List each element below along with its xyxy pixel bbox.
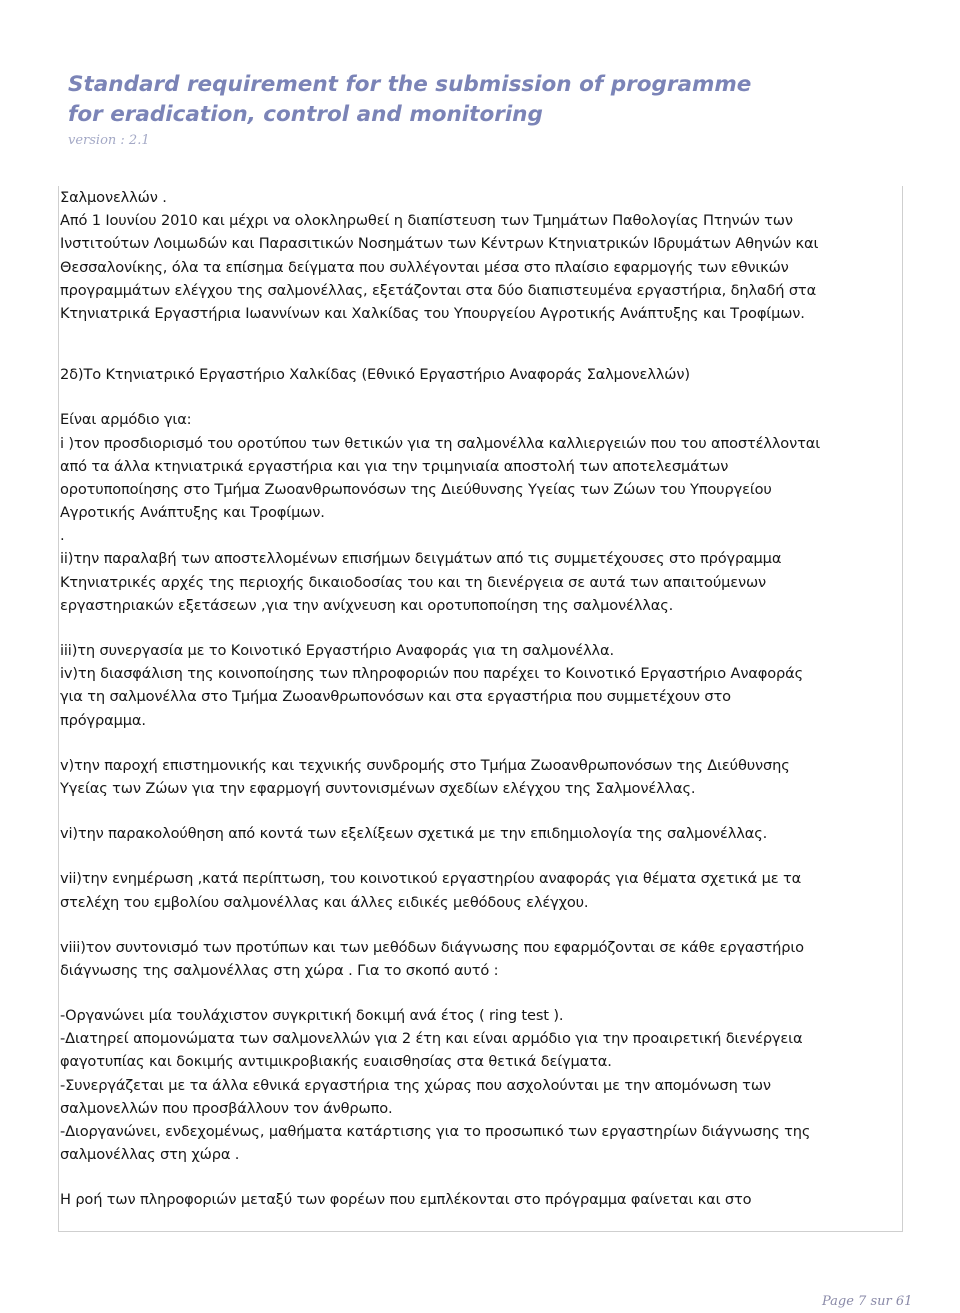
text-line: iv)τη διασφάλιση της κοινοποίησης των πληροφοριών που παρέχει το Κοινοτικό Εργαστήριο Αναφοράς: [60, 665, 804, 683]
text-line: -Οργανώνει μία τουλάχιστον συγκριτική δοκιμή ανά έτος ( ring test ).: [60, 1007, 564, 1025]
text-line: Κτηνιατρικά Εργαστήρια Ιωαννίνων και Χαλκίδας του Υπουργείου Αγροτικής Ανάπτυξης και Τροφίμων.: [60, 304, 805, 322]
text-line: Σαλμονελλών .: [60, 189, 167, 206]
text-line: vi)την παρακολούθηση από κοντά των εξελίξεων σχετικά με την επιδημιολογία της σαλμονέλλας.: [60, 825, 768, 843]
section-heading: 2δ)Το Κτηνιατρικό Εργαστήριο Χαλκίδας (Εθνικό Εργαστήριο Αναφοράς Σαλμονελλών): [60, 366, 690, 384]
text-line: Κτηνιατρικές αρχές της περιοχής δικαιοδοσίας του και τη διενέργεια σε αυτά των απαιτούμενων: [60, 573, 767, 591]
text-line: εργαστηριακών εξετάσεων ,για την ανίχνευση και οροτυποποίηση της σαλμονέλλας.: [60, 596, 674, 614]
text-line: Ινστιτούτων Λοιμωδών και Παρασιτικών Νοσημάτων των Κέντρων Κτηνιατρικών Ιδρυμάτων Αθηνών και: [60, 235, 819, 253]
text-line: Η ροή των πληροφοριών μεταξύ των φορέων που εμπλέκονται στο πρόγραμμα φαίνεται και στο: [60, 1191, 752, 1209]
text-line: iii)τη συνεργασία με το Κοινοτικό Εργαστήριο Αναφοράς για τη σαλμονέλλα.: [60, 642, 615, 659]
text-line: φαγοτυπίας και δοκιμής αντιμικροβιακής ευαισθησίας στα θετικά δείγματα.: [60, 1053, 612, 1071]
page-number: Page 7 sur 61: [822, 1294, 913, 1309]
text-line: ii)την παραλαβή των αποστελλομένων επισήμων δειγμάτων από τις συμμετέχουσες στο πρόγραμμα: [60, 550, 782, 568]
text-line: -Διοργανώνει, ενδεχομένως, μαθήματα κατάρτισης για το προσωπικό των εργαστηρίων διάγνωσης της: [60, 1123, 811, 1140]
text-line: διάγνωσης της σαλμονέλλας στη χώρα . Για το σκοπό αυτό :: [60, 961, 499, 979]
header-title-line-2: for eradication, control and monitoring: [68, 102, 543, 127]
text-line: -Συνεργάζεται με τα άλλα εθνικά εργαστήρια της χώρας που ασχολούνται με την απομόνωση των: [60, 1076, 771, 1094]
text-line: σαλμονελλών που προσβάλλουν τον άνθρωπο.: [60, 1099, 393, 1117]
text-line: Αγροτικής Ανάπτυξης και Τροφίμων.: [60, 504, 325, 522]
text-line: προγραμμάτων ελέγχου της σαλμονέλλας, εξετάζονται στα δύο διαπιστευμένα εργαστήρια, δηλαδή στα: [60, 281, 817, 299]
text-line: Από 1 Ιουνίου 2010 και μέχρι να ολοκληρωθεί η διαπίστευση των Τμημάτων Παθολογίας Πτηνών των: [60, 212, 793, 230]
document-header: [68, 70, 928, 150]
text-line: στελέχη του εμβολίου σαλμονέλλας και άλλες ειδικές μεθόδους ελέγχου.: [60, 893, 589, 911]
text-line: Θεσσαλονίκης, όλα τα επίσημα δείγματα που συλλέγονται μέσα στο πλαίσιο εφαρμογής των εθνικών: [60, 258, 789, 276]
text-line: -Διατηρεί απομονώματα των σαλμονελλών για 2 έτη και είναι αρμόδιο για την προαιρετική διενέργεια: [60, 1030, 803, 1048]
text-line: i )τον προσδιορισμό του οροτύπου των θετικών για τη σαλμονέλλα καλλιεργειών που του αποστέλλονται: [60, 434, 820, 452]
text-line: .: [60, 527, 65, 545]
text-line: ορoτυποποίησης στο Τμήμα Ζωοανθρωπονόσων της Διεύθυνσης Υγείας των Ζώων του Υπουργείου: [60, 480, 772, 498]
text-line: σαλμονέλλας στη χώρα .: [60, 1146, 240, 1164]
header-title-line-1: Standard requirement for the submission of programme: [68, 72, 752, 97]
body-text: [60, 186, 910, 1212]
text-line: v)την παροχή επιστημονικής και τεχνικής συνδρομής στο Τμήμα Ζωοανθρωπονόσων της Διεύθυνσης: [60, 756, 790, 774]
text-line: Υγείας των Ζώων για την εφαρμογή συντονισμένων σχεδίων ελέγχου της Σαλμονέλλας.: [60, 779, 696, 797]
text-line: Είναι αρμόδιο για:: [60, 411, 192, 429]
text-line: πρόγραμμα.: [60, 711, 146, 729]
text-line: vii)την ενημέρωση ,κατά περίπτωση, του κοινοτικού εργαστηρίου αναφοράς για θέματα σχετικά με τα: [60, 870, 802, 888]
header-version: version : 2.1: [68, 133, 150, 148]
text-line: από τα άλλα κτηνιατρικά εργαστήρια και για την τριμηνιαία αποστολή των αποτελεσμάτων: [60, 457, 729, 475]
text-line: για τη σαλμονέλλα στο Τμήμα Ζωοανθρωπονόσων και στα εργαστήρια που συμμετέχουν στο: [60, 688, 731, 706]
text-line: viii)τον συντονισμό των προτύπων και των μεθόδων διάγνωσης που εφαρμόζονται σε κάθε εργαστήριο: [60, 938, 804, 956]
